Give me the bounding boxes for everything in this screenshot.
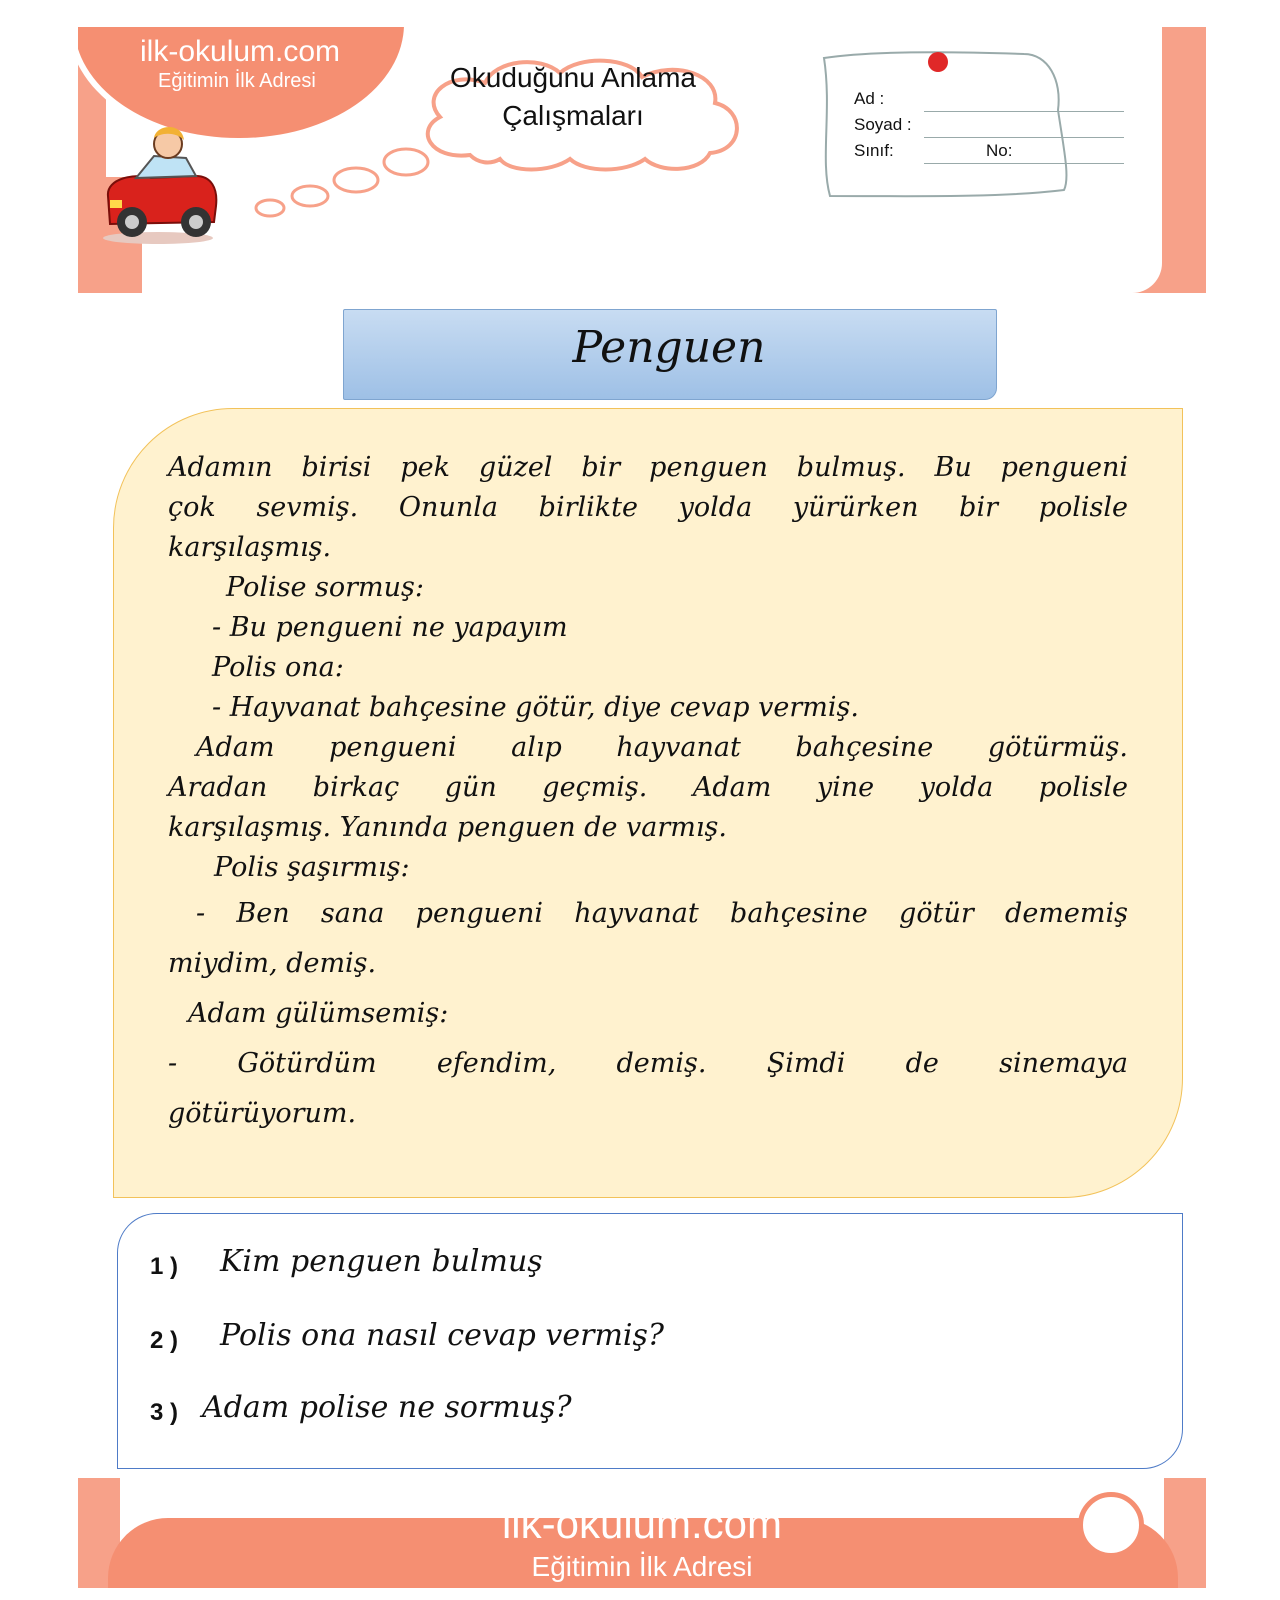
- logo-site-name: ilk-okulum.com: [140, 35, 341, 68]
- name-field-label: Ad :: [854, 89, 885, 108]
- story-line-14: Adam gülümsemiş:: [188, 998, 449, 1029]
- class-field-line: [924, 163, 1124, 164]
- story-line-10: karşılaşmış. Yanında penguen de varmış.: [168, 812, 727, 843]
- story-line-5: - Bu pengueni ne yapayım: [212, 612, 568, 643]
- story-line-1: Adamın birisi pek güzel bir penguen bulmuş. Bu pengueni: [168, 452, 1128, 483]
- footer-ring-icon: [1078, 1492, 1144, 1558]
- story-line-15: - Götürdüm efendim, demiş. Şimdi de sinemaya: [168, 1048, 1128, 1079]
- story-line-6: Polis ona:: [212, 652, 344, 683]
- footer-tagline: Eğitimin İlk Adresi: [531, 1551, 753, 1582]
- story-line-8: Adam pengueni alıp hayvanat bahçesine götürmüş.: [196, 732, 1128, 763]
- question-3-number: 3 ): [150, 1399, 179, 1426]
- story-panel: [113, 408, 1183, 1198]
- logo-tagline: Eğitimin İlk Adresi: [158, 70, 316, 92]
- pushpin-icon: [928, 52, 948, 72]
- story-line-7: - Hayvanat bahçesine götür, diye cevap vermiş.: [212, 692, 859, 723]
- story-line-4: Polise sormuş:: [226, 572, 424, 603]
- name-field-line: [924, 111, 1124, 112]
- story-line-3: karşılaşmış.: [168, 532, 332, 563]
- story-line-2: çok sevmiş. Onunla birlikte yolda yürürken bir polisle: [168, 492, 1128, 523]
- question-1-number: 1 ): [150, 1253, 179, 1280]
- question-1-text: Kim penguen bulmuş: [220, 1244, 543, 1279]
- class-field-label: Sınıf:: [854, 141, 894, 160]
- story-line-16: götürüyorum.: [168, 1098, 357, 1129]
- surname-field-label: Soyad :: [854, 115, 912, 134]
- question-3-text: Adam polise ne sormuş?: [202, 1390, 572, 1425]
- story-line-9: Aradan birkaç gün geçmiş. Adam yine yolda polisle: [168, 772, 1128, 803]
- thought-puffs: [230, 130, 430, 220]
- story-line-11: Polis şaşırmış:: [214, 852, 410, 883]
- surname-field-line: [924, 137, 1124, 138]
- story-title: Penguen: [572, 322, 766, 373]
- story-line-12: - Ben sana pengueni hayvanat bahçesine götür dememiş: [196, 898, 1128, 929]
- number-field-label: No:: [986, 141, 1013, 160]
- worksheet-title-line1: Okuduğunu Anlama: [450, 62, 696, 93]
- worksheet-title-line2: Çalışmaları: [502, 100, 644, 131]
- footer-site-name: ilk-okulum.com: [501, 1500, 783, 1547]
- cartoon-car-icon: [96, 118, 226, 248]
- question-2-text: Polis ona nasıl cevap vermiş?: [220, 1318, 664, 1353]
- question-2-number: 2 ): [150, 1327, 179, 1354]
- story-line-13: miydim, demiş.: [168, 948, 377, 979]
